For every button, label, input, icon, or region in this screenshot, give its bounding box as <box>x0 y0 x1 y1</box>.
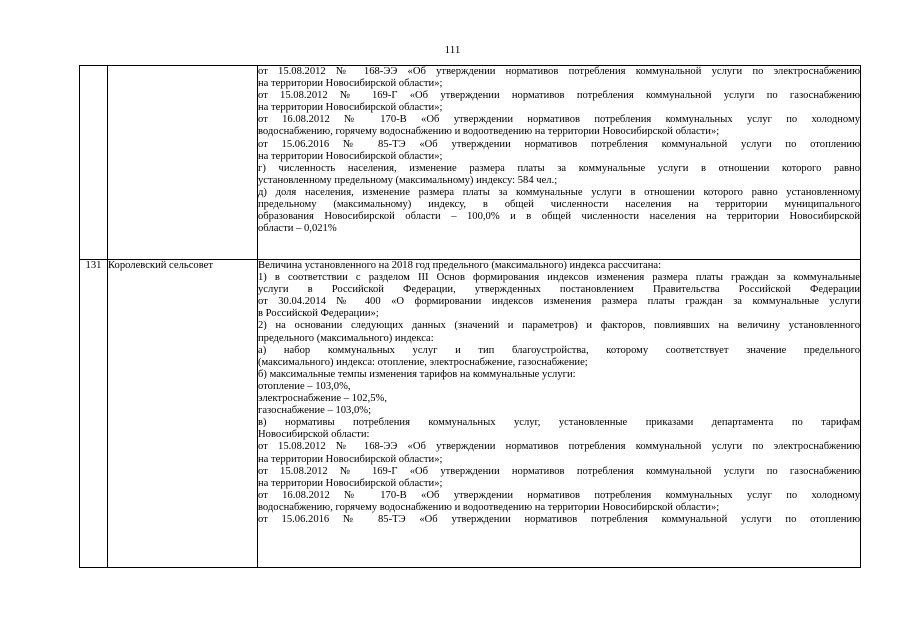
text-line: водоснабжению, горячему водоснабжению и водоотведению на территории Новосибирской области»; <box>258 126 720 138</box>
text-line: предельного (максимального) индекса: <box>258 332 434 344</box>
text-line: д) доля населения, изменение размера платы за коммунальные услуги в отношении которого равно установленному <box>258 186 860 198</box>
text-line: предельному (максимальному) индексу, в общей численности населения на территории муниципального <box>258 199 860 211</box>
text-line: от 15.08.2012 № 169-Г «Об утверждении нормативов потребления коммунальной услуги по газоснабжению <box>258 465 860 477</box>
text-line: на территории Новосибирской области»; <box>258 453 443 465</box>
text-line: электроснабжение – 102,5%, <box>258 393 387 405</box>
text-line: в Российской Федерации»; <box>258 308 379 320</box>
text-line: от 15.08.2012 № 168-ЭЭ «Об утверждении нормативов потребления коммунальной услуги по электроснабжению <box>258 441 860 453</box>
document-table <box>79 65 861 568</box>
text-line: Величина установленного на 2018 год предельного (максимального) индекса рассчитана: <box>258 260 662 271</box>
text-line: на территории Новосибирской области»; <box>258 477 443 489</box>
text-line: от 15.08.2012 № 169-Г «Об утверждении нормативов потребления коммунальной услуги по газоснабжению <box>258 90 860 102</box>
municipality-name-cell <box>108 66 258 260</box>
table-row <box>80 260 861 568</box>
text-line: 2) на основании следующих данных (значений и параметров) и факторов, повлиявших на величину установленного <box>258 320 860 332</box>
text-line: 1) в соответствии с разделом III Основ формирования индексов изменения размера платы граждан за коммунальные <box>258 272 860 284</box>
text-line: установленному предельному (максимальному) индексу: 584 чел.; <box>258 174 558 186</box>
text-line: Новосибирской области: <box>258 429 370 441</box>
text-line: от 15.08.2012 № 168-ЭЭ «Об утверждении нормативов потребления коммунальной услуги по электроснабжению <box>258 66 860 77</box>
description-cell <box>258 66 861 260</box>
text-line: на территории Новосибирской области»; <box>258 78 443 90</box>
page-number: 111 <box>444 44 461 56</box>
table-row <box>80 66 861 260</box>
text-line: в) нормативы потребления коммунальных услуг, установленные приказами департамента по тарифам <box>258 417 860 429</box>
text-line: отопление – 103,0%, <box>258 380 351 392</box>
text-line: а) набор коммунальных услуг и тип благоустройства, которому соответствует значение предельного <box>258 344 860 356</box>
row-number-cell: 131 <box>80 260 108 568</box>
text-line: на территории Новосибирской области»; <box>258 150 443 162</box>
text-line: б) максимальные темпы изменения тарифов на коммунальные услуги: <box>258 368 576 380</box>
text-line: г) численность населения, изменение размера платы за коммунальные услуги в отношении которого равно <box>258 162 860 174</box>
text-line: образования Новосибирской области – 100,0% и в общей численности населения на территории Новосибирской <box>258 211 860 223</box>
text-line: водоснабжению, горячему водоснабжению и водоотведению на территории Новосибирской области»; <box>258 501 720 513</box>
text-line: от 15.06.2016 № 85-ТЭ «Об утверждении нормативов потребления коммунальной услуги по отоплению <box>258 138 860 150</box>
text-line: от 30.04.2014 № 400 «О формировании индексов изменения размера платы граждан за коммунальные услуги <box>258 296 860 308</box>
description-cell <box>258 260 861 568</box>
text-line: услуги в Российской Федерации, утвержденных постановлением Правительства Российской Федерации <box>258 284 860 296</box>
municipality-name-cell: Королевский сельсовет <box>108 260 258 568</box>
text-line: от 15.06.2016 № 85-ТЭ «Об утверждении нормативов потребления коммунальной услуги по отоплению <box>258 513 860 525</box>
text-line: на территории Новосибирской области»; <box>258 102 443 114</box>
text-line: газоснабжение – 103,0%; <box>258 405 372 417</box>
text-line: области – 0,021% <box>258 223 337 235</box>
text-line: от 16.08.2012 № 170-В «Об утверждении нормативов потребления коммунальных услуг по холодному <box>258 114 860 126</box>
row-number-cell <box>80 66 108 260</box>
text-line: (максимального) индекса: отопление, электроснабжение, газоснабжение; <box>258 356 588 368</box>
text-line: от 16.08.2012 № 170-В «Об утверждении нормативов потребления коммунальных услуг по холодному <box>258 489 860 501</box>
